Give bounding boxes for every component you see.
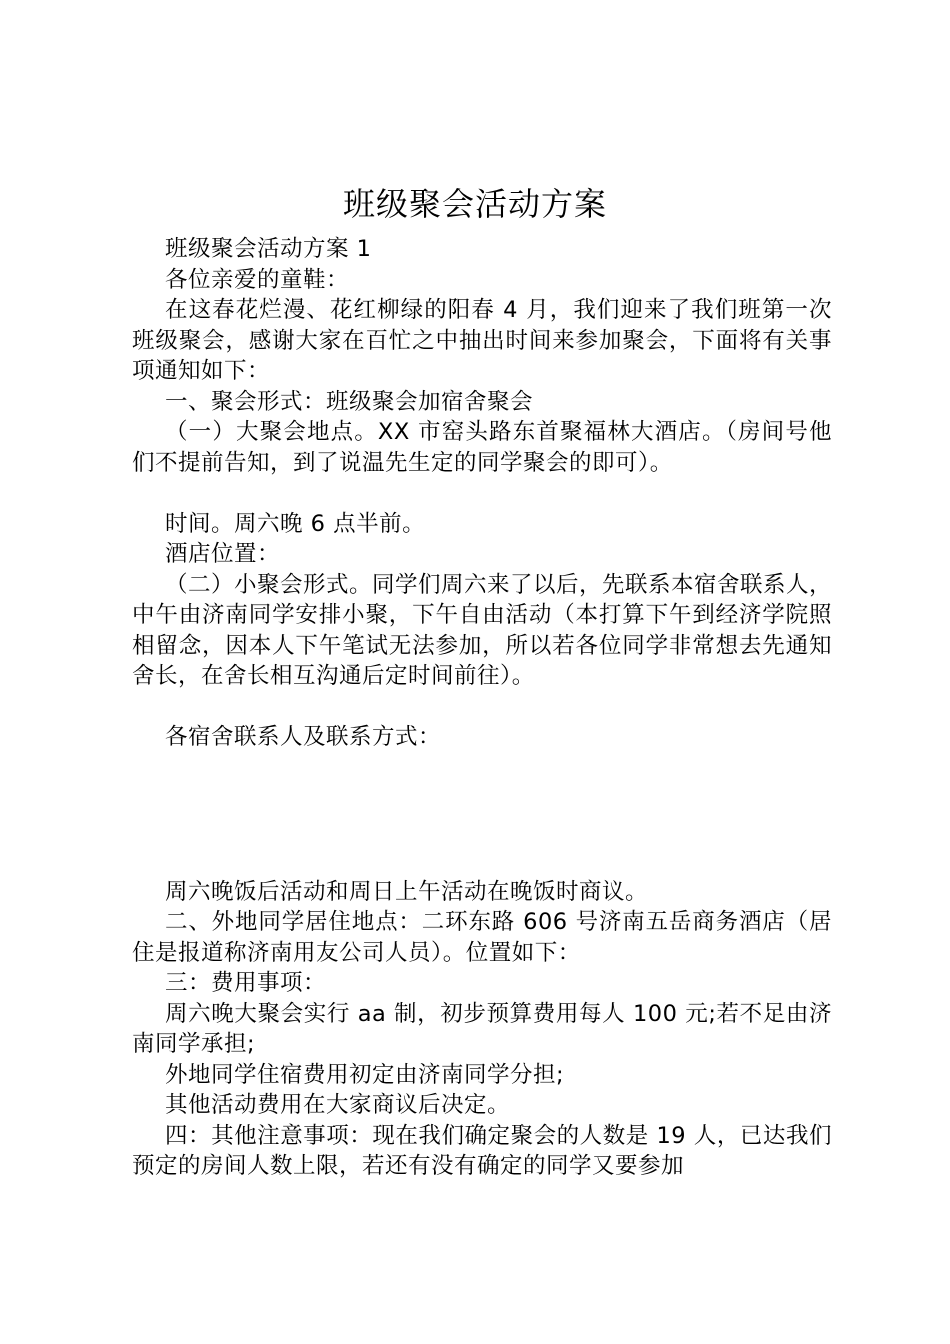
section1-item2: （二）小聚会形式。同学们周六来了以后，先联系本宿舍联系人，中午由济南同学安排小聚，下午自由活动（本打算下午到经济学院照相留念，因本人下午笔试无法参加，所以若各位同学非常想去先通知舍长，在舍长相互沟通后定时间前往）。: [132, 571, 833, 689]
greeting: 各位亲爱的童鞋：: [165, 266, 350, 293]
evening-note: 周六晚饭后活动和周日上午活动在晚饭时商议。: [165, 878, 649, 905]
fee-item-3: 其他活动费用在大家商议后决定。: [165, 1092, 511, 1118]
subtitle: 班级聚会活动方案 1: [165, 236, 372, 262]
hotel-location: 酒店位置：: [165, 541, 281, 567]
document-title: 班级聚会活动方案: [342, 185, 607, 223]
section1-heading: 一、聚会形式：班级聚会加宿舍聚会: [165, 388, 534, 415]
fee-item-2: 外地同学住宿费用初定由济南同学分担;: [165, 1061, 565, 1088]
blank-line: [132, 692, 832, 723]
section1-item1: （一）大聚会地点。XX 市窑头路东首聚福林大酒店。（房间号他们不提前告知，到了说温先生定的同学聚会的即可）。: [132, 419, 832, 476]
fee-item-1: 周六晚大聚会实行 aa 制，初步预算费用每人 100 元;若不足由济南同学承担;: [132, 1000, 832, 1057]
document-body: [132, 234, 832, 1182]
contacts-paragraph: 各宿舍联系人及联系方式：: [165, 724, 442, 750]
blank-space: [132, 753, 832, 877]
time-paragraph: 时间。周六晚 6 点半前。: [165, 510, 426, 537]
section3-heading: 三：费用事项：: [165, 970, 327, 996]
section2-paragraph: 二、外地同学居住地点：二环东路 606 号济南五岳商务酒店（居住是报道称济南用友公司人员）。位置如下：: [132, 909, 832, 966]
section4-paragraph: 四：其他注意事项：现在我们确定聚会的人数是 19 人，已达我们预定的房间人数上限，若还有没有确定的同学又要参加: [132, 1122, 832, 1179]
blank-line: [132, 478, 832, 509]
intro-paragraph: 在这春花烂漫、花红柳绿的阳春 4 月，我们迎来了我们班第一次班级聚会，感谢大家在百忙之中抽出时间来参加聚会，下面将有关事项通知如下：: [132, 297, 832, 384]
